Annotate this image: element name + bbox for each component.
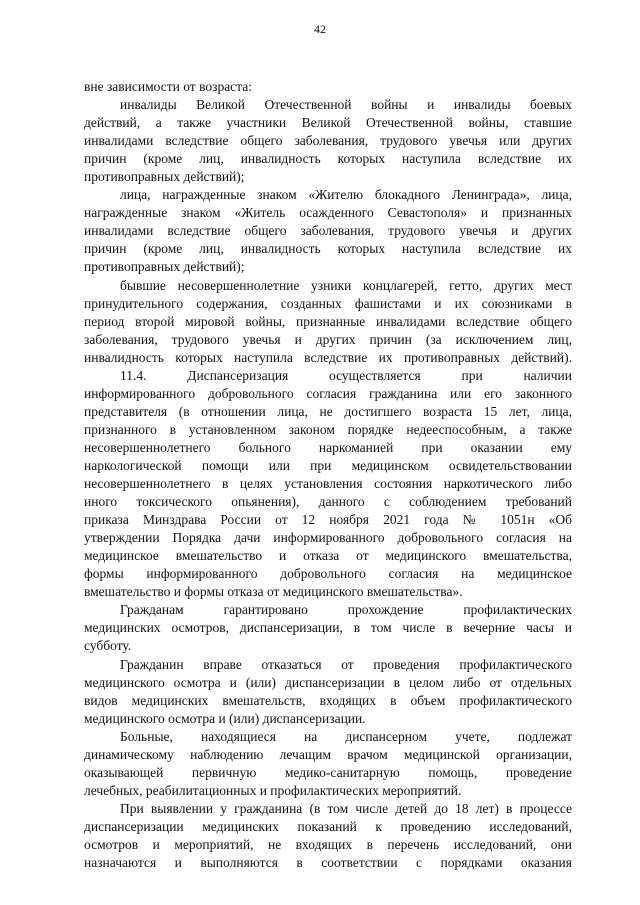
text-line: вмешательство и формы отказа от медицинского вмешательства». [84, 584, 463, 600]
text-line: иного токсического опьянения), данного с соблюдением требований [84, 494, 572, 510]
text-line: бывшие несовершеннолетние узники концлагерей, гетто, других мест [120, 277, 572, 293]
text-line: При выявлении у гражданина (в том числе детей до 18 лет) в процессе [120, 800, 572, 816]
text-line: видов медицинских вмешательств, входящих в объем профилактического [84, 692, 572, 708]
text-line: противоправных действий); [84, 169, 245, 185]
text-line: Гражданам гарантировано прохождение профилактических [120, 602, 572, 618]
text-line: представителя (в отношении лица, не достигшего возраста 15 лет, лица, [84, 403, 572, 419]
text-line: приказа Минздрава России от 12 ноября 2021 года № 1051н «Об [84, 512, 572, 528]
text-line: диспансеризации медицинских показаний к проведению исследований, [84, 818, 572, 834]
page-number: 42 [314, 22, 326, 36]
text-line: инвалидами вследствие общего заболевания, трудового увечья и других [84, 223, 572, 239]
text-line: информированного добровольного согласия гражданина или его законного [84, 385, 572, 401]
text-line: медицинского осмотра и (или) диспансеризации. [84, 710, 366, 726]
text-line: признанного в установленном законом порядке недееспособным, а также [84, 421, 572, 437]
text-line: вне зависимости от возраста: [84, 79, 252, 94]
text-line: формы информированного добровольного согласия на медицинское [84, 566, 572, 582]
text-line: осмотров и мероприятий, не входящих в перечень исследований, они [84, 836, 572, 852]
text-line: медицинских осмотров, диспансеризации, в том числе в вечерние часы и [84, 620, 572, 636]
text-line: медицинского осмотра и (или) диспансеризации в целом либо от отдельных [84, 674, 572, 690]
text-line: противоправных действий); [84, 259, 245, 275]
text-line: период второй мировой войны, признанные инвалидами вследствие общего [84, 313, 572, 329]
text-line: утверждении Порядка дачи информированного добровольного согласия на [84, 530, 572, 546]
text-line: награжденные знаком «Житель осажденного Севастополя» и признанных [84, 205, 572, 221]
text-line: несовершеннолетнего в целях установления состояния наркотического либо [84, 476, 572, 492]
text-line: инвалидность которых наступила вследствие их противоправных действий). [84, 349, 572, 365]
text-line: действий, а также участники Великой Отечественной войны, ставшие [84, 115, 572, 131]
text-line: медицинское вмешательство и отказа от медицинского вмешательства, [84, 548, 572, 564]
text-line: причин (кроме лиц, инвалидность которых наступила вследствие их [84, 151, 572, 167]
text-line: лица, награжденные знаком «Жителю блокадного Ленинграда», лица, [120, 187, 572, 203]
text-line: причин (кроме лиц, инвалидность которых наступила вследствие их [84, 241, 572, 257]
text-line: субботу. [84, 638, 132, 654]
text-line: принудительного содержания, созданных фашистами и их союзниками в [84, 295, 572, 311]
text-line: Гражданин вправе отказаться от проведения профилактического [120, 656, 572, 672]
text-line: инвалидами вследствие общего заболевания, трудового увечья или других [84, 133, 572, 149]
text-line: наркологической помощи или при медицинском освидетельствовании [84, 457, 572, 473]
text-line: лечебных, реабилитационных и профилактических мероприятий. [84, 782, 462, 798]
text-line: динамическому наблюдению лечащим врачом медицинской организации, [84, 746, 572, 762]
text-line: оказывающей первичную медико-санитарную помощь, проведение [84, 764, 572, 780]
text-line: Больные, находящиеся на диспансерном учете, подлежат [120, 728, 572, 744]
text-line: 11.4. Диспансеризация осуществляется при наличии [120, 367, 572, 383]
text-line: инвалиды Великой Отечественной войны и инвалиды боевых [120, 97, 572, 113]
document-body [84, 78, 572, 872]
text-line: несовершеннолетнего больного наркоманией при оказании ему [84, 439, 572, 455]
text-line: заболевания, трудового увечья и других причин (за исключением лиц, [84, 331, 572, 347]
text-line: назначаются и выполняются в соответствии с порядками оказания [84, 855, 572, 871]
